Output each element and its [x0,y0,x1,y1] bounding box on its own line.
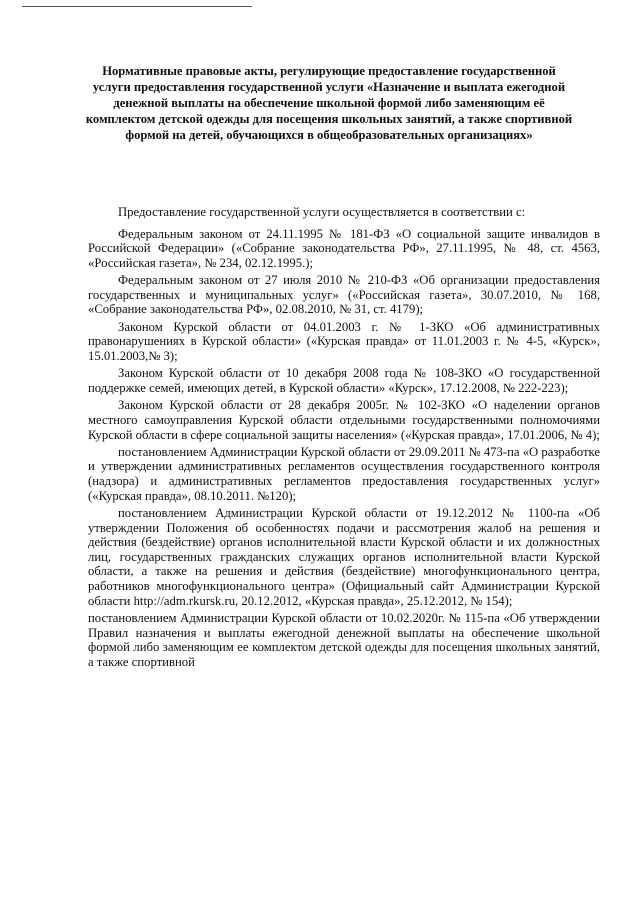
paragraph-resolution-115: постановлением Администрации Курской области от 10.02.2020г. № 115-па «Об утверждении Правил назначения и выплаты ежегодной денежной выплаты на обеспечение школьной формой либо заменяющим ее комплектом детской одежды для посещения школьных занятий, а также спортивной [88,611,600,669]
paragraph-kursk-law-108: Законом Курской области от 10 декабря 2008 года № 108-ЗКО «О государственной поддержке семей, имеющих детей, в Курской области» «Курск», 17.12.2008, № 222-223); [88,366,600,395]
paragraph-kursk-law-1: Законом Курской области от 04.01.2003 г. № 1-ЗКО «Об административных правонарушениях в Курской области» («Курская правда» от 11.01.2003 г. № 4-5, «Курск», 15.01.2003,№ 3); [88,319,600,363]
document-title: Нормативные правовые акты, регулирующие предоставление государственной услуги предоставления государственной услуги «Назначение и выплата ежегодной денежной выплаты на обеспечение школьной формой либо заменяющим её комплектом детской одежды для посещения школьных занятий, а также спортивной формой на детей, обучающихся в общеобразовательных организациях» [85,64,573,142]
document-body [88,205,600,672]
paragraph-kursk-law-102: Законом Курской области от 28 декабря 2005г. № 102-ЗКО «О наделении органов местного самоуправления Курской области отдельными государственными полномочиями Курской области в сфере социальной защиты населения» («Курская правда», 17.01.2006, № 4); [88,398,600,442]
paragraph-intro: Предоставление государственной услуги осуществляется в соответствии с: [118,205,526,219]
paragraph-resolution-1100: постановлением Администрации Курской области от 19.12.2012 № 1100-па «Об утверждении Положения об особенностях подачи и рассмотрения жалоб на решения и действия (бездействие) органов исполнительной власти Курской области и их должностных лиц, государственных гражданских служащих органов исполнительной власти Курской области, а также на решения и действия (бездействие) многофункционального центра, работников многофункционального центра» (Официальный сайт Администрации Курской области http://adm.rkursk.ru, 20.12.2012, «Курская правда», 25.12.2012, № 154); [88,506,600,608]
scan-top-rule [22,6,252,7]
paragraph-federal-law-181: Федеральным законом от 24.11.1995 № 181-ФЗ «О социальной защите инвалидов в Российской Федерации» («Собрание законодательства РФ», 27.11.1995, № 48, ст. 4563, «Российская газета», № 234, 02.12.1995.); [88,226,600,270]
paragraph-federal-law-210: Федеральным законом от 27 июля 2010 № 210-ФЗ «Об организации предоставления государственных и муниципальных услуг» («Российская газета», 30.07.2010, № 168, «Собрание законодательства РФ», 02.08.2010, № 31, ст. 4179); [88,273,600,317]
paragraph-resolution-473: постановлением Администрации Курской области от 29.09.2011 № 473-па «О разработке и утверждении административных регламентов осуществления государственного контроля (надзора) и административных регламентов предоставления государственных услуг» («Курская правда», 08.10.2011. №120); [88,444,600,503]
